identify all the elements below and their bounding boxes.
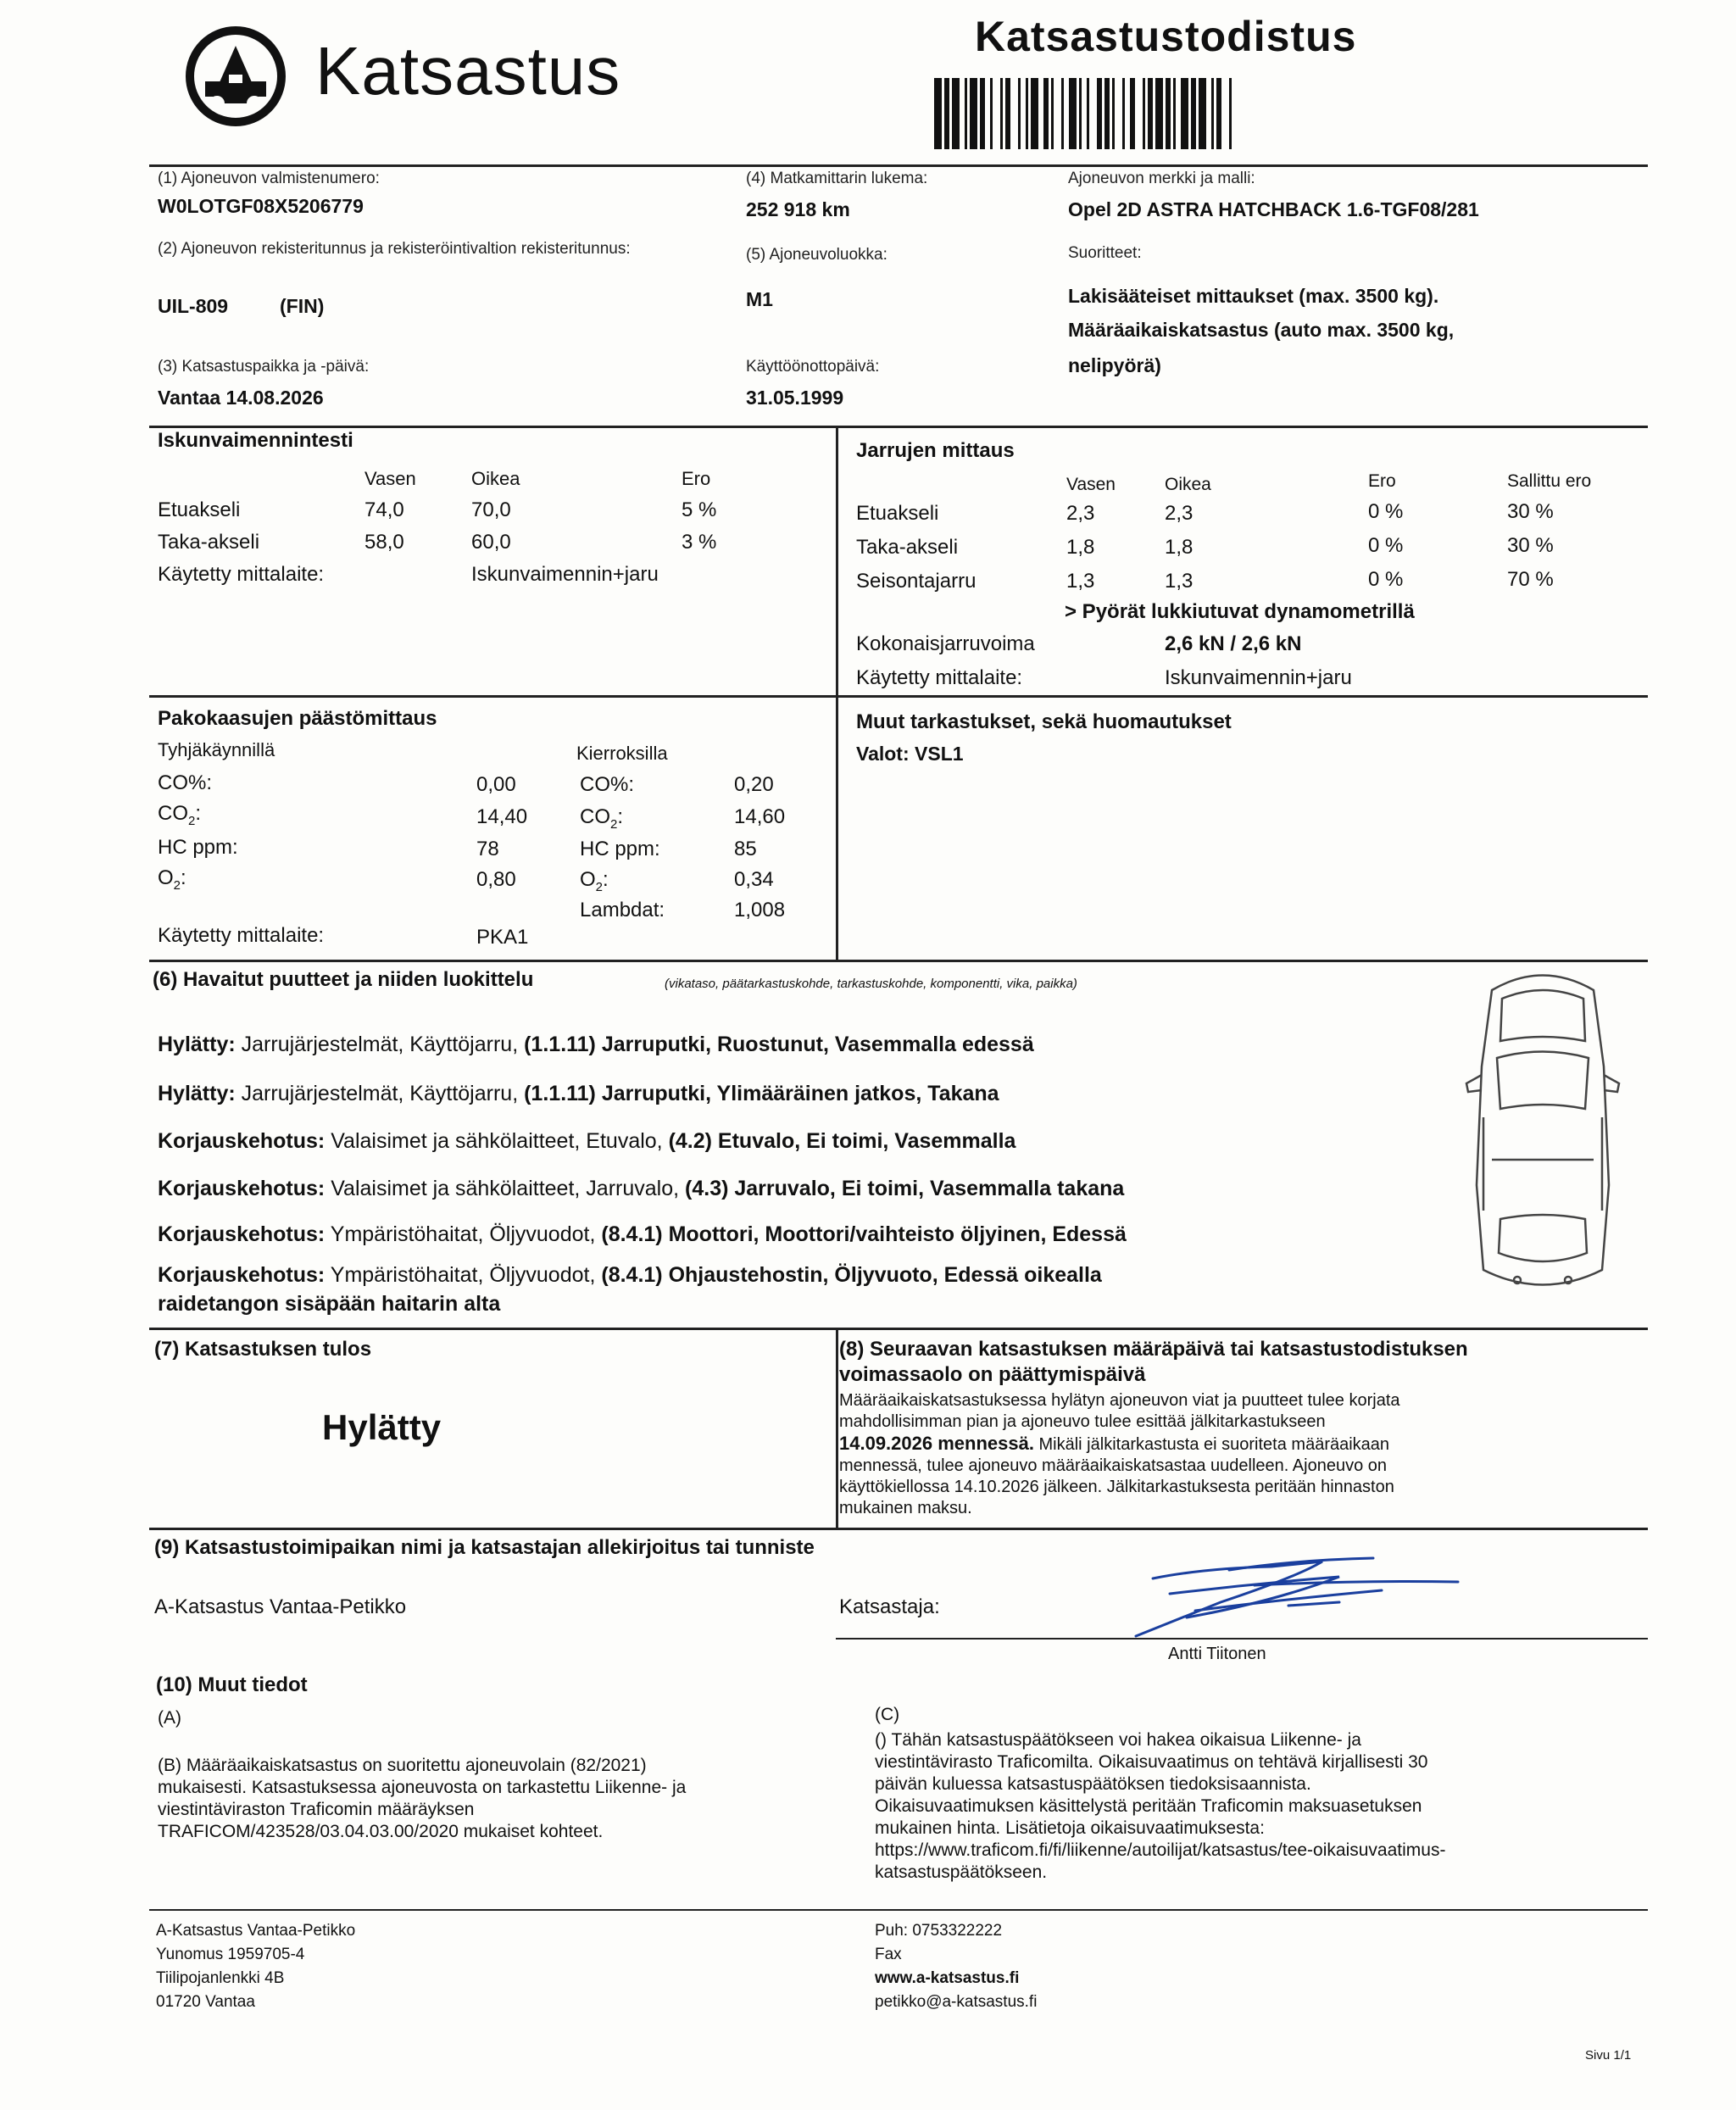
rpm-label: Kierroksilla xyxy=(576,743,668,764)
shock-row-diff: 5 % xyxy=(682,498,717,521)
footer-web-link[interactable]: www.a-katsastus.fi xyxy=(875,1969,1020,1987)
next-title-1: (8) Seuraavan katsastuksen määräpäivä tai katsastustodistuksen xyxy=(839,1338,1468,1361)
defect-plain: Ympäristöhaitat, Öljyvuodot, xyxy=(330,1222,596,1246)
barcode-bar xyxy=(1079,78,1082,149)
co2-text: CO xyxy=(158,802,188,825)
footer-business-id: Yunomus 1959705-4 xyxy=(156,1946,305,1963)
barcode-bar xyxy=(1229,78,1232,149)
shock-row-name: Etuakseli xyxy=(158,498,241,521)
vin-value: W0LOTGF08X5206779 xyxy=(158,195,364,217)
barcode-bar xyxy=(1216,78,1221,149)
defect-item xyxy=(158,1177,1124,1201)
shock-col-left: Vasen xyxy=(364,468,416,489)
defect-level: Korjauskehotus: xyxy=(158,1177,326,1200)
brake-row-name: Seisontajarru xyxy=(856,570,976,593)
brake-row-left: 2,3 xyxy=(1066,502,1095,525)
shock-row-diff: 3 % xyxy=(682,531,717,554)
next-line: Mikäli jälkitarkastusta ei suoriteta määräaikaan xyxy=(1038,1435,1390,1454)
co2-label-rpm: $CO_2$: xyxy=(580,805,624,832)
barcode-bar xyxy=(1051,78,1054,149)
brakes-note: > Pyörät lukkiutuvat dynamometrillä xyxy=(1065,600,1415,623)
next-title-2: voimassaolo on päättymispäivä xyxy=(839,1363,1146,1386)
misc-title: (10) Muut tiedot xyxy=(156,1673,308,1696)
defect-item xyxy=(158,1033,1034,1057)
defect-item xyxy=(158,1082,999,1106)
co2-text: CO xyxy=(580,805,610,828)
performed-line-3: nelipyörä) xyxy=(1068,354,1161,376)
shock-row-name: Taka-akseli xyxy=(158,531,260,554)
emissions-device-label: Käytetty mittalaite: xyxy=(158,924,325,947)
station-name: A-Katsastus Vantaa-Petikko xyxy=(154,1595,407,1618)
barcode-bar xyxy=(1031,78,1038,149)
shock-col-diff: Ero xyxy=(682,468,711,489)
misc-c-line: mukainen hinta. Lisätietoja oikaisuvaatimuksesta: xyxy=(875,1818,1265,1838)
defect-plain: Jarrujärjestelmät, Käyttöjarru, xyxy=(241,1082,519,1105)
misc-b-line: mukaisesti. Katsastuksessa ajoneuvosta on tarkastettu Liikenne- ja xyxy=(158,1778,687,1797)
idle-co2: 14,40 xyxy=(476,805,528,828)
emissions-device: PKA1 xyxy=(476,926,529,949)
barcode-bar xyxy=(1148,78,1153,149)
rpm-hc: 85 xyxy=(734,838,757,860)
make-label: Ajoneuvon merkki ja malli: xyxy=(1068,170,1255,187)
brakes-col-left: Vasen xyxy=(1066,475,1116,494)
defect-plain: Valaisimet ja sähkölaitteet, Jarruvalo, xyxy=(331,1177,680,1200)
brake-row-name: Taka-akseli xyxy=(856,536,959,559)
footer-company: A-Katsastus Vantaa-Petikko xyxy=(156,1922,356,1940)
defect-plain: Ympäristöhaitat, Öljyvuodot, xyxy=(330,1263,596,1287)
defect-detail: (4.2) Etuvalo, Ei toimi, Vasemmalla xyxy=(668,1129,1016,1153)
defect-level: Hylätty: xyxy=(158,1082,236,1105)
reg-value: UIL-809 xyxy=(158,295,229,317)
next-line: mennessä, tulee ajoneuvo määräaikaiskatsastaa uudelleen. Ajoneuvo on xyxy=(839,1456,1387,1475)
performed-line-1: Lakisääteiset mittaukset (max. 3500 kg). xyxy=(1068,285,1439,307)
co2-subscript: 2 xyxy=(188,813,196,828)
handwritten-signature-icon xyxy=(1102,1551,1475,1645)
next-text xyxy=(839,1390,1619,1519)
barcode-bar xyxy=(1122,78,1125,149)
document-title: Katsastustodistus xyxy=(975,13,1357,60)
defect-detail: (1.1.11) Jarruputki, Ruostunut, Vasemmalla edessä xyxy=(524,1033,1034,1056)
emissions-title: Pakokaasujen päästömittaus xyxy=(158,707,437,730)
barcode-bar xyxy=(970,78,977,149)
lambda-label: Lambdat: xyxy=(580,899,665,921)
idle-o2: 0,80 xyxy=(476,868,516,891)
defect-detail: (8.4.1) Moottori, Moottori/vaihteisto öljyinen, Edessä xyxy=(601,1222,1127,1246)
brake-row-diff: 0 % xyxy=(1368,534,1404,557)
defect-detail: (4.3) Jarruvalo, Ei toimi, Vasemmalla takana xyxy=(685,1177,1125,1200)
brakes-total: 2,6 kN / 2,6 kN xyxy=(1165,632,1302,655)
defect-detail: (8.4.1) Ohjaustehostin, Öljyvuoto, Edessä oikealla xyxy=(601,1263,1102,1287)
barcode-bar xyxy=(1087,78,1089,149)
o2-text: O xyxy=(580,868,596,891)
barcode-bar xyxy=(1069,78,1077,149)
co2-subscript: 2 xyxy=(610,816,618,832)
o2-subscript: 2 xyxy=(173,877,181,893)
defect-level: Korjauskehotus: xyxy=(158,1222,326,1246)
performed-label: Suoritteet: xyxy=(1068,244,1142,262)
next-deadline: 14.09.2026 mennessä. xyxy=(839,1433,1034,1454)
hc-label: HC ppm: xyxy=(158,836,238,859)
brakes-total-label: Kokonaisjarruvoima xyxy=(856,632,1035,655)
brake-row-right: 1,3 xyxy=(1165,570,1194,593)
footer-city: 01720 Vantaa xyxy=(156,1993,255,2011)
o2-text: O xyxy=(158,866,174,889)
hc-label-rpm: HC ppm: xyxy=(580,838,660,860)
o2-subscript: 2 xyxy=(595,879,604,894)
class-label: (5) Ajoneuvoluokka: xyxy=(746,246,887,264)
shock-row-left: 74,0 xyxy=(364,498,404,521)
brakes-col-right: Oikea xyxy=(1165,475,1211,494)
next-line: mahdollisimman pian ja ajoneuvo tulee esittää jälkitarkastukseen xyxy=(839,1412,1326,1431)
a-katsastus-logo-icon xyxy=(168,25,303,127)
misc-c-line: Oikaisuvaatimuksen käsittelystä peritään Traficomin maksuasetuksen xyxy=(875,1796,1422,1816)
misc-c-line: () Tähän katsastuspäätökseen voi hakea oikaisua Liikenne- ja xyxy=(875,1730,1361,1750)
barcode-bar xyxy=(1181,78,1188,149)
defect-detail: raidetangon sisäpään haitarin alta xyxy=(158,1292,501,1316)
brake-row-allowed: 30 % xyxy=(1507,534,1554,557)
car-diagram xyxy=(1458,965,1628,1304)
defect-item xyxy=(158,1263,1102,1288)
misc-c-line: katsastuspäätökseen. xyxy=(875,1862,1048,1882)
barcode-bar xyxy=(1166,78,1171,149)
footer-email-link[interactable]: petikko@a-katsastus.fi xyxy=(875,1993,1038,2011)
defect-level: Korjauskehotus: xyxy=(158,1263,326,1287)
misc-c xyxy=(875,1729,1638,1884)
misc-b-line: viestintäviraston Traficomin määräyksen xyxy=(158,1800,475,1819)
shock-row-left: 58,0 xyxy=(364,531,404,554)
logo-text: Katsastus xyxy=(315,33,621,109)
brake-row-right: 2,3 xyxy=(1165,502,1194,525)
inspector-name: Antti Tiitonen xyxy=(1168,1645,1266,1663)
barcode-bar xyxy=(1112,78,1115,149)
barcode-bar xyxy=(990,78,993,149)
barcode-bar xyxy=(1155,78,1163,149)
idle-label: Tyhjäkäynnillä xyxy=(158,739,275,760)
brake-row-allowed: 30 % xyxy=(1507,500,1554,523)
defect-item xyxy=(158,1222,1127,1247)
misc-c-label: (C) xyxy=(875,1705,900,1724)
barcode-bar xyxy=(1104,78,1110,149)
other-lights: Valot: VSL1 xyxy=(856,743,964,765)
reg-country: (FIN) xyxy=(280,295,325,317)
barcode-bar xyxy=(980,78,985,149)
vin-label: (1) Ajoneuvon valmistenumero: xyxy=(158,170,380,187)
brake-row-left: 1,8 xyxy=(1066,536,1095,559)
company-logo xyxy=(168,25,303,127)
inspector-signature xyxy=(1102,1551,1475,1645)
co-label-rpm: CO%: xyxy=(580,773,635,796)
barcode-bar xyxy=(1026,78,1028,149)
idle-co: 0,00 xyxy=(476,773,516,796)
shock-row-right: 70,0 xyxy=(471,498,511,521)
next-line: käyttökiellossa 14.10.2026 jälkeen. Jälkitarkastuksesta peritään hinnaston xyxy=(839,1478,1394,1496)
brakes-col-allowed: Sallittu ero xyxy=(1507,471,1592,491)
misc-b-line: TRAFICOM/423528/03.04.03.00/2020 mukaiset kohteet. xyxy=(158,1822,604,1841)
co-label: CO%: xyxy=(158,771,213,794)
footer-fax: Fax xyxy=(875,1946,902,1963)
defect-level: Korjauskehotus: xyxy=(158,1129,326,1153)
o2-label: $O_2$: xyxy=(158,866,186,893)
misc-a: (A) xyxy=(158,1708,181,1728)
rpm-co2: 14,60 xyxy=(734,805,786,828)
brake-row-right: 1,8 xyxy=(1165,536,1194,559)
barcode-bar xyxy=(1005,78,1010,149)
co2-label: $CO_2$: xyxy=(158,802,202,828)
footer-left xyxy=(156,1919,355,2014)
footer-phone: Puh: 0753322222 xyxy=(875,1922,1003,1940)
brakes-title: Jarrujen mittaus xyxy=(856,439,1015,462)
defect-plain: Valaisimet ja sähkölaitteet, Etuvalo, xyxy=(331,1129,663,1153)
defect-item-continuation xyxy=(158,1292,500,1317)
barcode-bar xyxy=(1130,78,1135,149)
misc-b-line: (B) Määräaikaiskatsastus on suoritettu ajoneuvolain (82/2021) xyxy=(158,1756,647,1775)
barcode-bar xyxy=(952,78,960,149)
idle-hc: 78 xyxy=(476,838,499,860)
barcode-bar xyxy=(965,78,967,149)
other-title: Muut tarkastukset, sekä huomautukset xyxy=(856,710,1232,733)
shock-title: Iskunvaimennintesti xyxy=(158,429,353,452)
rpm-lambda: 1,008 xyxy=(734,899,786,921)
brake-row-diff: 0 % xyxy=(1368,568,1404,591)
rpm-o2: 0,34 xyxy=(734,868,774,891)
place-label: (3) Katsastuspaikka ja -päivä: xyxy=(158,358,370,376)
make-value: Opel 2D ASTRA HATCHBACK 1.6-TGF08/281 xyxy=(1068,198,1479,220)
defects-subtitle: (vikataso, päätarkastuskohde, tarkastuskohde, komponentti, vika, paikka) xyxy=(665,977,1077,991)
rpm-co: 0,20 xyxy=(734,773,774,796)
barcode-bar xyxy=(1143,78,1145,149)
performed-line-2: Määräaikaiskatsastus (auto max. 3500 kg, xyxy=(1068,319,1455,341)
defect-level: Hylätty: xyxy=(158,1033,236,1056)
barcode-icon xyxy=(931,78,1485,149)
brakes-col-diff: Ero xyxy=(1368,471,1396,491)
first-use-value: 31.05.1999 xyxy=(746,387,844,409)
odo-label: (4) Matkamittarin lukema: xyxy=(746,170,928,187)
barcode-bar xyxy=(1000,78,1003,149)
car-top-view-icon xyxy=(1458,965,1628,1304)
barcode-bar xyxy=(1173,78,1176,149)
result-title: (7) Katsastuksen tulos xyxy=(154,1338,372,1361)
o2-label-rpm: $O_2$: xyxy=(580,868,609,894)
barcode-bar xyxy=(934,78,942,149)
defect-item xyxy=(158,1129,1015,1154)
barcode-bar xyxy=(1199,78,1206,149)
shock-device-label: Käytetty mittalaite: xyxy=(158,563,325,586)
footer-right xyxy=(875,1919,1037,2014)
brakes-device: Iskunvaimennin+jaru xyxy=(1165,666,1352,689)
brake-row-allowed: 70 % xyxy=(1507,568,1554,591)
next-line-deadline xyxy=(839,1433,1619,1456)
place-value: Vantaa 14.08.2026 xyxy=(158,387,324,409)
next-line: mukainen maksu. xyxy=(839,1499,972,1517)
page-number: Sivu 1/1 xyxy=(1585,2048,1632,2063)
misc-c-line: viestintävirasto Traficomilta. Oikaisuvaatimus on tehtävä kirjallisesti 30 xyxy=(875,1752,1428,1772)
brake-row-diff: 0 % xyxy=(1368,500,1404,523)
barcode-bar xyxy=(1211,78,1214,149)
next-line: Määräaikaiskatsastuksessa hylätyn ajoneuvon viat ja puutteet tulee korjata xyxy=(839,1391,1400,1410)
reg-label: (2) Ajoneuvon rekisteritunnus ja rekisteröintivaltion rekisteritunnus: xyxy=(158,240,631,258)
barcode-bar xyxy=(1191,78,1196,149)
misc-c-line: päivän kuluessa katsastuspäätöksen tiedoksisaannista. xyxy=(875,1774,1311,1794)
class-value: M1 xyxy=(746,288,773,310)
defects-title: (6) Havaitut puutteet ja niiden luokittelu xyxy=(153,968,534,991)
result-value: Hylätty xyxy=(322,1407,442,1447)
barcode-bar xyxy=(1018,78,1021,149)
first-use-label: Käyttöönottopäivä: xyxy=(746,358,880,376)
odo-value: 252 918 km xyxy=(746,198,850,220)
barcode-bar xyxy=(1097,78,1102,149)
shock-device: Iskunvaimennin+jaru xyxy=(471,563,659,586)
signature-title: (9) Katsastustoimipaikan nimi ja katsastajan allekirjoitus tai tunniste xyxy=(154,1536,815,1559)
barcode-bar xyxy=(944,78,949,149)
brake-row-name: Etuakseli xyxy=(856,502,939,525)
barcode-bar xyxy=(1043,78,1049,149)
inspector-label: Katsastaja: xyxy=(839,1595,940,1618)
defect-plain: Jarrujärjestelmät, Käyttöjarru, xyxy=(241,1033,519,1056)
footer-street: Tiilipojanlenkki 4B xyxy=(156,1969,285,1987)
barcode-bar xyxy=(1061,78,1064,149)
shock-col-right: Oikea xyxy=(471,468,520,489)
brake-row-left: 1,3 xyxy=(1066,570,1095,593)
shock-row-right: 60,0 xyxy=(471,531,511,554)
barcode xyxy=(931,78,1485,149)
defect-detail: (1.1.11) Jarruputki, Ylimääräinen jatkos, Takana xyxy=(524,1082,999,1105)
misc-c-link[interactable]: https://www.traficom.fi/fi/liikenne/autoilijat/katsastus/tee-oikaisuvaatimus- xyxy=(875,1840,1446,1860)
brakes-device-label: Käytetty mittalaite: xyxy=(856,666,1023,689)
misc-b xyxy=(158,1755,827,1843)
